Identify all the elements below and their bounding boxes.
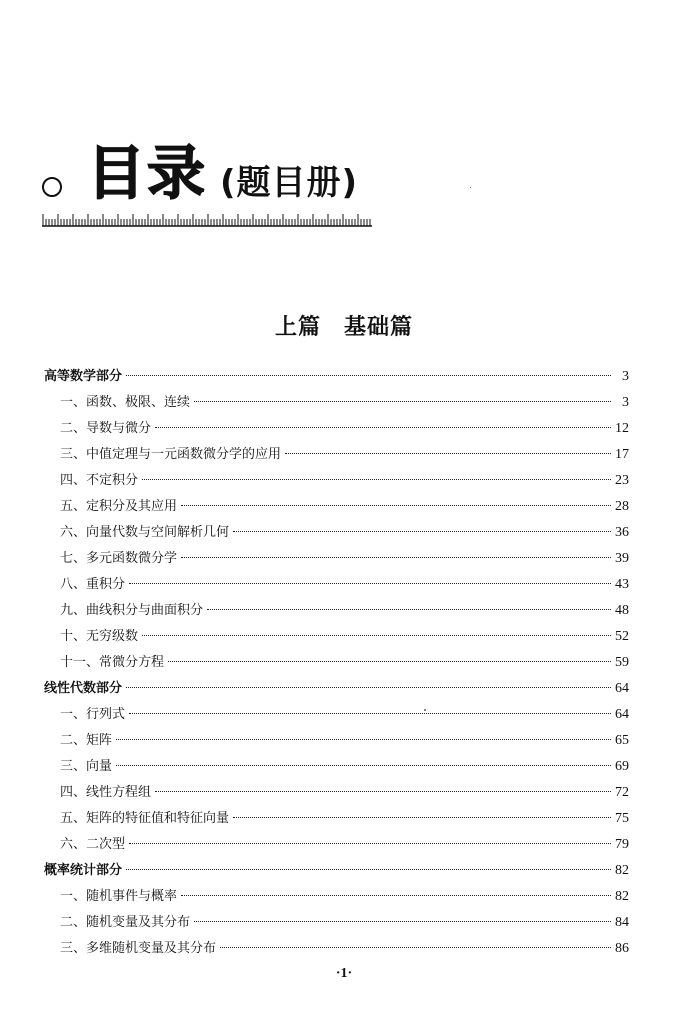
toc-chapter-row[interactable] [44,468,629,494]
toc-entry-page: 23 [615,473,629,488]
toc-entry-page: 12 [615,421,629,436]
toc-entry-title: 二、矩阵 [60,733,113,748]
toc-entry-page: 64 [615,681,629,696]
toc-entry-title: 五、矩阵的特征值和特征向量 [60,811,230,826]
toc-dot-leader [220,947,611,948]
table-of-contents [44,364,629,962]
toc-chapter-row[interactable] [44,390,629,416]
toc-entry-title: 二、随机变量及其分布 [60,915,191,930]
ruler-decoration-icon [42,213,372,227]
toc-dot-leader [285,453,611,454]
toc-dot-leader [129,843,611,844]
toc-dot-leader [181,505,611,506]
toc-entry-page: 59 [615,655,629,670]
toc-part-row[interactable] [44,676,629,702]
toc-entry-page: 36 [615,525,629,540]
toc-chapter-row[interactable] [44,598,629,624]
toc-entry-page: 52 [615,629,629,644]
toc-chapter-row[interactable] [44,702,629,728]
scan-speck [470,187,471,188]
toc-entry-title: 高等数学部分 [44,369,123,384]
toc-chapter-row[interactable] [44,650,629,676]
toc-entry-page: 84 [615,915,629,930]
toc-entry-page: 28 [615,499,629,514]
toc-dot-leader [155,791,611,792]
page-number: ·1· [335,966,353,981]
toc-entry-title: 十一、常微分方程 [60,655,165,670]
toc-entry-page: 86 [615,941,629,956]
toc-chapter-row[interactable] [44,624,629,650]
toc-entry-page: 82 [615,863,629,878]
toc-entry-page: 39 [615,551,629,566]
section-heading-text: 上篇 基础篇 [274,315,413,340]
toc-dot-leader [194,921,611,922]
toc-dot-leader [126,375,611,376]
toc-chapter-row[interactable] [44,754,629,780]
toc-chapter-row[interactable] [44,806,629,832]
toc-entry-page: 3 [622,369,629,384]
toc-entry-page: 69 [615,759,629,774]
toc-dot-leader [126,869,611,870]
toc-dot-leader [129,583,611,584]
toc-chapter-row[interactable] [44,780,629,806]
toc-entry-title: 九、曲线积分与曲面积分 [60,603,204,618]
toc-dot-leader [194,401,611,402]
toc-entry-page: 64 [615,707,629,722]
toc-entry-title: 二、导数与微分 [60,421,152,436]
page-header [42,135,382,235]
toc-chapter-row[interactable] [44,728,629,754]
toc-entry-page: 65 [615,733,629,748]
toc-entry-page: 3 [622,395,629,410]
toc-dot-leader [142,635,611,636]
toc-entry-title: 三、向量 [60,759,113,774]
toc-entry-title: 一、行列式 [60,707,126,722]
toc-dot-leader [168,661,611,662]
toc-entry-title: 四、不定积分 [60,473,139,488]
toc-entry-title: 十、无穷级数 [60,629,139,644]
toc-part-row[interactable] [44,858,629,884]
circle-icon [42,177,62,197]
toc-chapter-row[interactable] [44,572,629,598]
toc-entry-page: 79 [615,837,629,852]
toc-dot-leader [207,609,611,610]
toc-chapter-row[interactable] [44,416,629,442]
toc-entry-page: 75 [615,811,629,826]
toc-entry-title: 概率统计部分 [44,863,123,878]
scan-speck [424,709,426,711]
page-title: 目录 [87,139,208,207]
toc-entry-page: 43 [615,577,629,592]
toc-dot-leader [142,479,611,480]
toc-part-row[interactable] [44,364,629,390]
toc-dot-leader [116,739,611,740]
toc-chapter-row[interactable] [44,936,629,962]
toc-dot-leader [233,531,611,532]
section-heading [0,310,688,341]
toc-chapter-row[interactable] [44,884,629,910]
toc-entry-page: 82 [615,889,629,904]
toc-entry-title: 六、二次型 [60,837,126,852]
toc-dot-leader [181,895,611,896]
toc-dot-leader [155,427,611,428]
toc-entry-title: 一、随机事件与概率 [60,889,178,904]
toc-entry-title: 一、函数、极限、连续 [60,395,191,410]
toc-entry-title: 三、中值定理与一元函数微分学的应用 [60,447,282,462]
toc-dot-leader [116,765,611,766]
toc-entry-title: 八、重积分 [60,577,126,592]
toc-dot-leader [129,713,611,714]
toc-chapter-row[interactable] [44,546,629,572]
toc-entry-title: 线性代数部分 [44,681,123,696]
toc-dot-leader [233,817,611,818]
toc-entry-title: 六、向量代数与空间解析几何 [60,525,230,540]
toc-chapter-row[interactable] [44,442,629,468]
toc-dot-leader [126,687,611,688]
toc-entry-title: 三、多维随机变量及其分布 [60,941,217,956]
toc-entry-page: 72 [615,785,629,800]
toc-entry-title: 四、线性方程组 [60,785,152,800]
toc-chapter-row[interactable] [44,832,629,858]
toc-dot-leader [181,557,611,558]
toc-entry-page: 17 [615,447,629,462]
toc-chapter-row[interactable] [44,520,629,546]
toc-chapter-row[interactable] [44,494,629,520]
toc-chapter-row[interactable] [44,910,629,936]
toc-entry-page: 48 [615,603,629,618]
page-subtitle: (题目册) [220,163,359,203]
toc-entry-title: 五、定积分及其应用 [60,499,178,514]
toc-entry-title: 七、多元函数微分学 [60,551,178,566]
